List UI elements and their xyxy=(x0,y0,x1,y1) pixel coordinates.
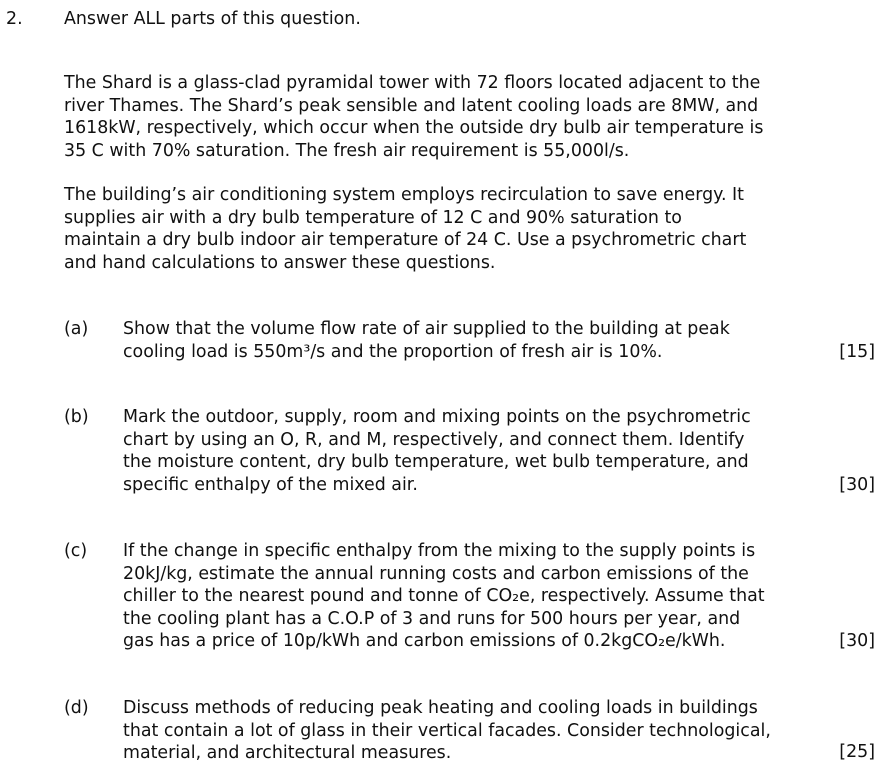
part-c-marks: [30] xyxy=(839,631,875,651)
part-b-marks: [30] xyxy=(839,475,875,495)
part-line: If the change in specific enthalpy from the mixing to the supply points is xyxy=(123,541,756,561)
intro-paragraph-2 xyxy=(64,184,824,274)
paragraph-line: 1618kW, respectively, which occur when the outside dry bulb air temperature is xyxy=(64,118,764,138)
part-line: material, and architectural measures. xyxy=(123,743,452,763)
paragraph-line: maintain a dry bulb indoor air temperature of 24 C. Use a psychrometric chart xyxy=(64,230,747,250)
part-a-text xyxy=(123,318,730,363)
part-line: cooling load is 550m³/s and the proportion of fresh air is 10%. xyxy=(123,341,663,362)
paragraph-line: The Shard is a glass-clad pyramidal tower with 72 floors located adjacent to the xyxy=(64,73,761,93)
part-line: Discuss methods of reducing peak heating and cooling loads in buildings xyxy=(123,698,758,718)
part-line: gas has a price of 10p/kWh and carbon emissions of 0.2kgCO₂e/kWh. xyxy=(123,631,726,651)
paragraph-line: and hand calculations to answer these questions. xyxy=(64,252,496,273)
part-line: 20kJ/kg, estimate the annual running costs and carbon emissions of the xyxy=(123,563,749,584)
part-d-label: (d) xyxy=(64,698,89,718)
part-line: chart by using an O, R, and M, respectively, and connect them. Identify xyxy=(123,429,745,450)
part-line: that contain a lot of glass in their vertical facades. Consider technological, xyxy=(123,720,771,741)
part-d-text xyxy=(123,697,771,765)
part-line: the moisture content, dry bulb temperature, wet bulb temperature, and xyxy=(123,452,749,472)
part-c-label: (c) xyxy=(64,541,88,561)
part-b-label: (b) xyxy=(64,407,89,427)
question-instruction: Answer ALL parts of this question. xyxy=(64,9,361,29)
part-a-marks: [15] xyxy=(839,342,875,362)
part-line: specific enthalpy of the mixed air. xyxy=(123,474,418,495)
part-b-text xyxy=(123,406,751,496)
part-line: Mark the outdoor, supply, room and mixing points on the psychrometric xyxy=(123,407,751,427)
part-line: chiller to the nearest pound and tonne of CO₂e, respectively. Assume that xyxy=(123,586,765,606)
paragraph-line: 35 C with 70% saturation. The fresh air requirement is 55,000l/s. xyxy=(64,140,630,161)
part-a-label: (a) xyxy=(64,319,89,339)
question-number: 2. xyxy=(6,9,23,29)
part-line: the cooling plant has a C.O.P of 3 and runs for 500 hours per year, and xyxy=(123,608,741,629)
paragraph-line: river Thames. The Shard’s peak sensible and latent cooling loads are 8MW, and xyxy=(64,95,759,116)
part-line: Show that the volume flow rate of air supplied to the building at peak xyxy=(123,319,730,339)
part-c-text xyxy=(123,540,765,653)
paragraph-line: supplies air with a dry bulb temperature of 12 C and 90% saturation to xyxy=(64,207,682,228)
intro-paragraph-1 xyxy=(64,72,824,162)
part-d-marks: [25] xyxy=(839,742,875,762)
paragraph-line: The building’s air conditioning system employs recirculation to save energy. It xyxy=(64,185,744,205)
